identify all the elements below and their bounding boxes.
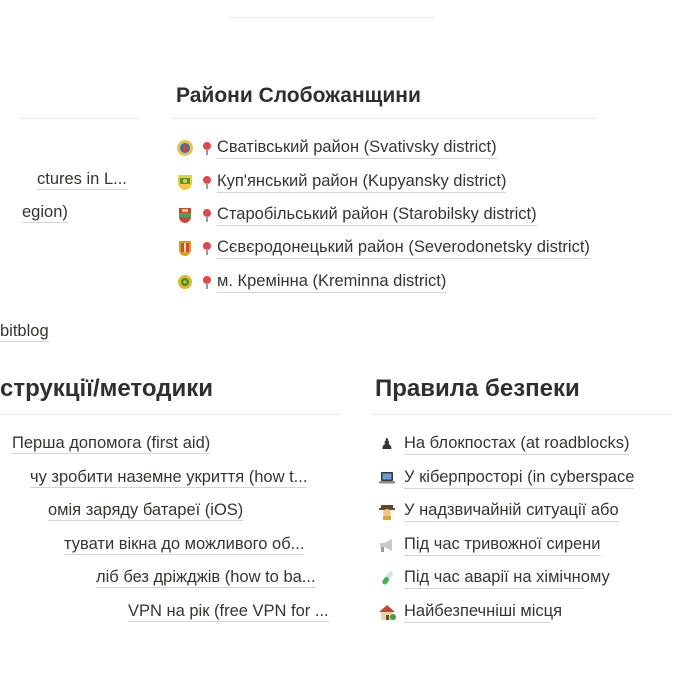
pin-icon — [202, 142, 212, 154]
district-link[interactable]: м. Кремінна (Kreminna district) — [217, 272, 446, 293]
pin-icon — [202, 276, 212, 288]
instruction-item-shelter[interactable]: чу зробити наземне укриття (how t... — [30, 468, 308, 486]
safety-item-roadblocks[interactable] — [378, 432, 629, 456]
instruction-item-battery[interactable]: омія заряду батареї (iOS) — [48, 501, 244, 519]
starobilsk-crest-icon — [176, 206, 194, 224]
house-icon — [378, 603, 396, 621]
safety-link[interactable]: Найбезпечніші місця — [404, 602, 550, 623]
safety-divider — [372, 414, 672, 415]
districts-divider — [172, 118, 597, 119]
instructions-heading: струкції/методики — [0, 375, 213, 402]
detective-icon — [378, 502, 396, 520]
district-link[interactable]: Сватівський район (Svativsky district) — [217, 138, 497, 159]
district-link[interactable]: Старобільський район (Starobilsky district) — [217, 205, 537, 226]
left-column-divider — [20, 118, 138, 119]
megaphone-icon — [378, 536, 396, 554]
laptop-icon — [378, 469, 396, 487]
instruction-item-first-aid[interactable]: Перша допомога (first aid) — [12, 434, 211, 452]
safety-heading: Правила безпеки — [375, 375, 580, 402]
safety-link[interactable]: У кіберпросторі (in cyberspace — [404, 468, 634, 489]
districts-heading: Райони Слобожанщини — [176, 84, 421, 107]
kupyansk-crest-icon — [176, 173, 194, 191]
kreminna-crest-icon — [176, 273, 194, 291]
district-link[interactable]: Куп'янський район (Kupyansky district) — [217, 172, 506, 193]
district-item-svatove[interactable] — [176, 136, 497, 160]
bitblog-link[interactable]: bitblog — [0, 322, 49, 340]
sievierodonetsk-crest-icon — [176, 239, 194, 257]
district-link[interactable]: Сєвєродонецький район (Severodonetsky district) — [217, 238, 590, 259]
safety-item-cyberspace[interactable] — [378, 466, 634, 490]
safety-item-safest-places[interactable] — [378, 600, 563, 624]
safety-link[interactable]: На блокпостах (at roadblocks) — [404, 434, 629, 455]
district-item-kupyansk[interactable] — [176, 170, 506, 194]
top-divider — [230, 17, 435, 18]
instruction-item-bread[interactable]: ліб без дріжджів (how to ba... — [96, 568, 316, 586]
test-tube-icon — [378, 569, 396, 587]
safety-link[interactable]: Під час тривожної сирени — [404, 535, 601, 556]
safety-item-siren[interactable] — [378, 533, 601, 557]
instructions-divider — [0, 414, 340, 415]
district-item-starobilsk[interactable] — [176, 203, 537, 227]
pin-icon — [202, 242, 212, 254]
safety-item-chemical[interactable] — [378, 566, 610, 590]
instruction-item-windows[interactable]: тувати вікна до можливого об... — [64, 535, 305, 553]
instruction-item-vpn[interactable]: VPN на рік (free VPN for ... — [128, 602, 329, 620]
safety-item-emergency[interactable] — [378, 499, 619, 523]
chess-pawn-icon: ♟ — [380, 435, 394, 453]
pin-icon — [202, 209, 212, 221]
district-item-sievierodonetsk[interactable] — [176, 236, 590, 260]
left-fragment-top[interactable]: ctures in L... — [37, 170, 127, 188]
safety-link[interactable]: У надзвичайній ситуації або — [404, 501, 619, 522]
svatove-crest-icon — [176, 139, 194, 157]
safety-link[interactable]: Під час аварії на хімічному — [404, 568, 584, 589]
pin-icon — [202, 176, 212, 188]
left-fragment-middle[interactable]: egion) — [22, 203, 68, 221]
district-item-kreminna[interactable] — [176, 270, 446, 294]
